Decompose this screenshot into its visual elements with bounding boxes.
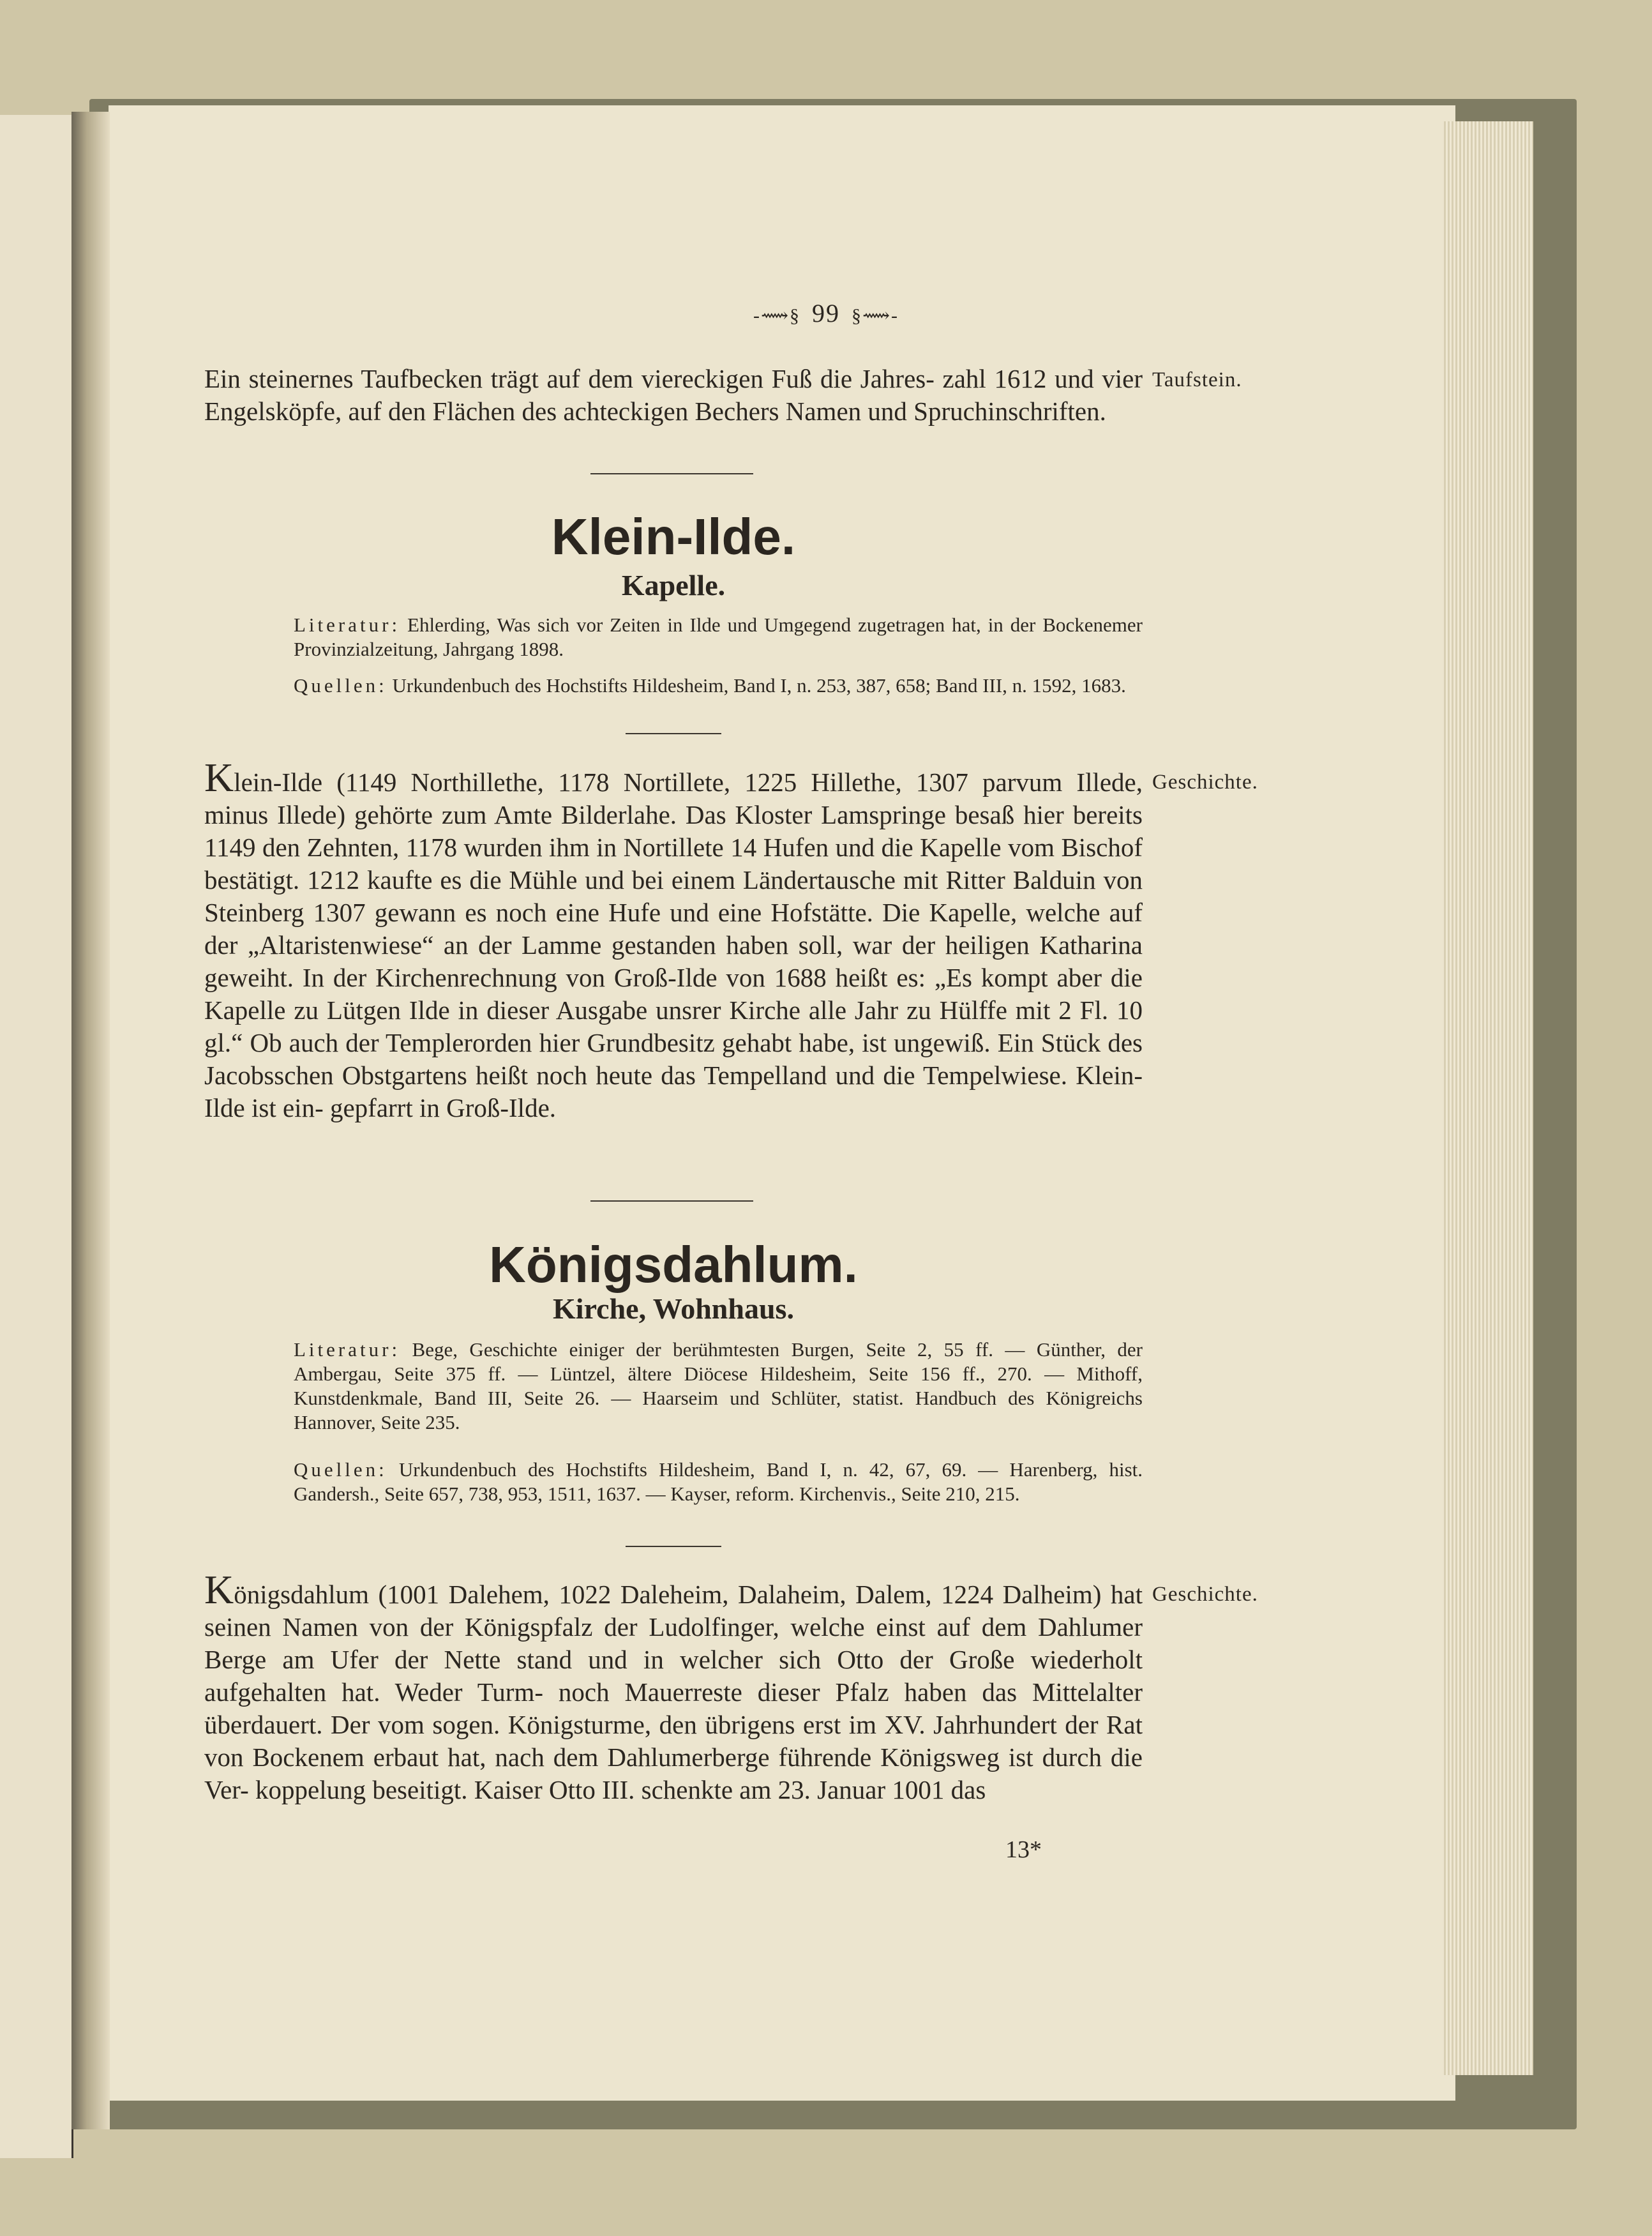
drop-capital: K bbox=[204, 1567, 234, 1612]
divider bbox=[626, 733, 721, 734]
literatur-label: Literatur: bbox=[294, 1338, 401, 1361]
divider bbox=[626, 1546, 721, 1547]
body-klein-ilde bbox=[204, 755, 1143, 1124]
page-header bbox=[0, 298, 1652, 328]
page-edges bbox=[1444, 121, 1533, 2075]
section-title-koenigsdahlum: Königsdahlum. bbox=[489, 1236, 858, 1293]
margin-note-taufstein: Taufstein. bbox=[1152, 368, 1242, 391]
quellen-text: Urkundenbuch des Hochstifts Hildesheim, Band I, n. 253, 387, 658; Band III, n. 1592, 1683. bbox=[392, 674, 1126, 697]
body-koenigsdahlum bbox=[204, 1567, 1143, 1806]
body-text: önigsdahlum (1001 Dalehem, 1022 Daleheim, Dalaheim, Dalem, 1224 Dalheim) hat seinen Namen von der Königspfalz der Ludolfinger, welche einst auf dem Dahlumer Berge am Ufer der Nette stand und in welcher sich Otto der Große wiederholt aufgehalten hat. Weder Turm- noch Mauerreste dieser Pfalz haben das Mittelalter überdauert. Der vom sogen. Königsturme, den übrigens erst im XV. Jahrhundert der Rat von Bockenem erbaut hat, nach dem Dahlumerberge führende Königsweg ist durch die Ver- koppelung beseitigt. Kaiser Otto III. schenkte am 23. Januar 1001 das bbox=[204, 1580, 1143, 1804]
margin-note-geschichte: Geschichte. bbox=[1152, 771, 1258, 794]
quellen-klein-ilde bbox=[204, 674, 1143, 698]
literatur-label: Literatur: bbox=[294, 614, 401, 636]
section-subtitle-kirche: Kirche, Wohnhaus. bbox=[553, 1292, 794, 1325]
gutter bbox=[71, 112, 110, 2129]
divider bbox=[590, 1200, 753, 1202]
drop-capital: K bbox=[204, 755, 234, 800]
quellen-label: Quellen: bbox=[294, 674, 387, 697]
section-title-klein-ilde: Klein-Ilde. bbox=[551, 508, 796, 565]
section-subtitle-kapelle: Kapelle. bbox=[621, 569, 726, 601]
intro-paragraph: Ein steinernes Taufbecken trägt auf dem viereckigen Fuß die Jahres- zahl 1612 und vier Engelsköpfe, auf den Flächen des achteckigen Bechers Namen und Spruchinschriften. bbox=[204, 364, 1143, 426]
left-page-edge bbox=[0, 115, 73, 2158]
quellen-text: Urkundenbuch des Hochstifts Hildesheim, Band I, n. 42, 67, 69. — Harenberg, hist. Gandersh., Seite 657, 738, 953, 1511, 1637. — Kayser, reform. Kirchenvis., Seite 210, 215. bbox=[294, 1458, 1143, 1505]
divider bbox=[590, 473, 753, 474]
literatur-text: Bege, Geschichte einiger der berühmtesten Burgen, Seite 2, 55 ff. — Günther, der Ambergau, Seite 375 ff. — Lüntzel, ältere Diöcese Hildesheim, Seite 156 ff., 270. — Mithoff, Kunstdenkmale, Band III, Seite 26. — Haarseim und Schlüter, statist. Handbuch des Königreichs Hannover, Seite 235. bbox=[294, 1338, 1143, 1433]
ornament-left: -⟿§ bbox=[753, 305, 800, 326]
body-text: lein-Ilde (1149 Northillethe, 1178 Nortillete, 1225 Hillethe, 1307 parvum Illede, minus Illede) gehörte zum Amte Bilderlahe. Das Kloster Lamspringe besaß hier bereits 1149 den Zehnten, 1178 wurden ihm in Nortillete 14 Hufen und die Kapelle vom Bischof bestätigt. 1212 kaufte es die Mühle und bei einem Ländertausche mit Ritter Balduin von Steinberg 1307 gewann es noch eine Hufe und eine Hofstätte. Die Kapelle, welche auf der „Altaristenwiese“ an der Lamme gestanden haben soll, war der heiligen Katharina geweiht. In der Kirchenrechnung von Groß-Ilde von 1688 heißt es: „Es kompt aber die Kapelle zu Lütgen Ilde in dieser Ausgabe unsrer Kirche alle Jahr zu Hülffe mit 2 Fl. 10 gl.“ Ob auch der Templerorden hier Grundbesitz gehabt habe, ist ungewiß. Ein Stück des Jacobsschen Obstgartens heißt noch heute das Tempelland und die Tempelwiese. Klein-Ilde ist ein- gepfarrt in Groß-Ilde. bbox=[204, 767, 1143, 1122]
quellen-label: Quellen: bbox=[294, 1458, 387, 1481]
quellen-koenigsdahlum bbox=[204, 1458, 1143, 1506]
literatur-koenigsdahlum bbox=[204, 1338, 1143, 1435]
literatur-klein-ilde bbox=[204, 613, 1143, 661]
margin-note-geschichte: Geschichte. bbox=[1152, 1583, 1258, 1606]
page-number: 99 bbox=[812, 299, 840, 328]
literatur-text: Ehlerding, Was sich vor Zeiten in Ilde und Umgegend zugetragen hat, in der Bockenemer Provinzialzeitung, Jahrgang 1898. bbox=[294, 614, 1143, 660]
signature-mark: 13* bbox=[1005, 1836, 1042, 1863]
ornament-right: §⟿- bbox=[852, 305, 899, 326]
